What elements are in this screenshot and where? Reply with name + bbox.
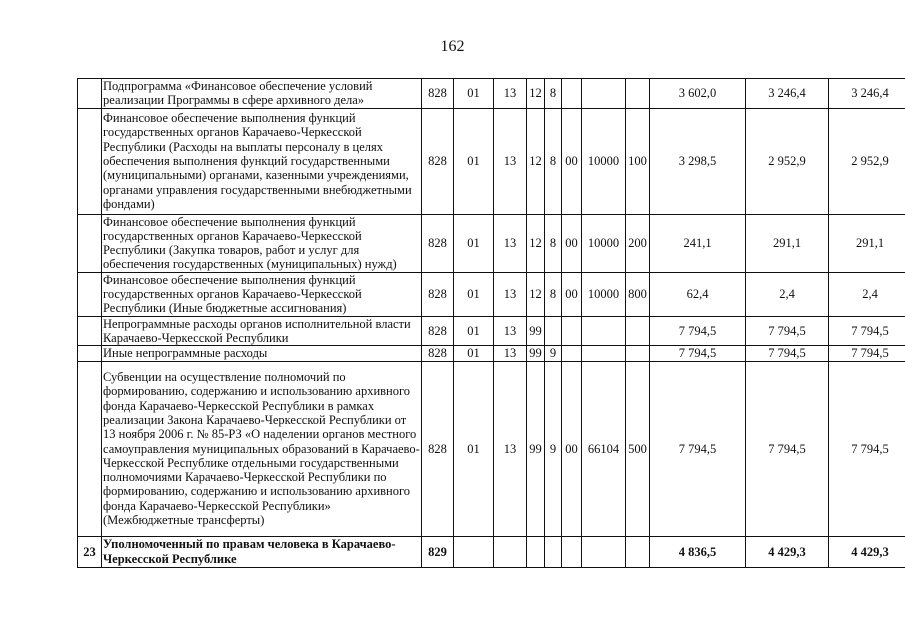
admin-code-cell: 829 bbox=[422, 536, 454, 567]
target-code-1-cell bbox=[527, 536, 545, 567]
target-code-3-cell: 00 bbox=[562, 272, 582, 316]
expense-type-cell: 100 bbox=[626, 108, 650, 214]
table-row bbox=[78, 536, 905, 567]
subsection-code-cell: 13 bbox=[494, 214, 527, 272]
expense-name-cell: Финансовое обеспечение выполнения функций государственных органов Карачаево-Черкесской Республики (Иные бюджетные ассигнования) bbox=[102, 272, 422, 316]
amount-year-1-cell: 7 794,5 bbox=[650, 361, 746, 536]
section-code-cell: 01 bbox=[454, 214, 494, 272]
expense-type-cell bbox=[626, 536, 650, 567]
amount-year-3-cell: 7 794,5 bbox=[829, 346, 905, 361]
target-code-1-cell: 12 bbox=[527, 108, 545, 214]
amount-year-3-cell: 2 952,9 bbox=[829, 108, 905, 214]
admin-code-cell: 828 bbox=[422, 108, 454, 214]
amount-year-2-cell: 7 794,5 bbox=[746, 361, 829, 536]
section-code-cell bbox=[454, 536, 494, 567]
target-code-4-cell bbox=[582, 316, 626, 346]
section-code-cell: 01 bbox=[454, 346, 494, 361]
target-code-4-cell: 66104 bbox=[582, 361, 626, 536]
admin-code-cell: 828 bbox=[422, 346, 454, 361]
section-code-cell: 01 bbox=[454, 316, 494, 346]
target-code-1-cell: 12 bbox=[527, 272, 545, 316]
page-number: 162 bbox=[440, 38, 465, 55]
target-code-4-cell bbox=[582, 79, 626, 109]
admin-code-cell: 828 bbox=[422, 79, 454, 109]
amount-year-3-cell: 3 246,4 bbox=[829, 79, 905, 109]
target-code-1-cell: 12 bbox=[527, 79, 545, 109]
target-code-3-cell: 00 bbox=[562, 361, 582, 536]
target-code-2-cell: 8 bbox=[545, 108, 562, 214]
row-number-cell bbox=[78, 214, 102, 272]
target-code-3-cell bbox=[562, 536, 582, 567]
expense-type-cell bbox=[626, 79, 650, 109]
amount-year-1-cell: 3 298,5 bbox=[650, 108, 746, 214]
target-code-2-cell: 8 bbox=[545, 272, 562, 316]
target-code-3-cell bbox=[562, 79, 582, 109]
amount-year-1-cell: 7 794,5 bbox=[650, 316, 746, 346]
subsection-code-cell: 13 bbox=[494, 108, 527, 214]
row-number-cell bbox=[78, 108, 102, 214]
table-row bbox=[78, 272, 905, 316]
row-number-cell: 23 bbox=[78, 536, 102, 567]
row-number-cell bbox=[78, 346, 102, 361]
target-code-4-cell: 10000 bbox=[582, 214, 626, 272]
target-code-1-cell: 12 bbox=[527, 214, 545, 272]
expense-type-cell: 500 bbox=[626, 361, 650, 536]
amount-year-1-cell: 62,4 bbox=[650, 272, 746, 316]
target-code-2-cell: 8 bbox=[545, 214, 562, 272]
subsection-code-cell bbox=[494, 536, 527, 567]
amount-year-2-cell: 7 794,5 bbox=[746, 346, 829, 361]
section-code-cell: 01 bbox=[454, 79, 494, 109]
amount-year-1-cell: 4 836,5 bbox=[650, 536, 746, 567]
table-row bbox=[78, 361, 905, 536]
expense-name-cell: Подпрограмма «Финансовое обеспечение условий реализации Программы в сфере архивного дела» bbox=[102, 79, 422, 109]
target-code-4-cell bbox=[582, 536, 626, 567]
budget-table bbox=[77, 78, 905, 568]
amount-year-3-cell: 7 794,5 bbox=[829, 316, 905, 346]
expense-name-cell: Финансовое обеспечение выполнения функций государственных органов Карачаево-Черкесской Республики (Закупка товаров, работ и услуг для обеспечения государственных (муниципальных) нужд) bbox=[102, 214, 422, 272]
target-code-2-cell bbox=[545, 316, 562, 346]
amount-year-3-cell: 4 429,3 bbox=[829, 536, 905, 567]
admin-code-cell: 828 bbox=[422, 272, 454, 316]
amount-year-2-cell: 2 952,9 bbox=[746, 108, 829, 214]
subsection-code-cell: 13 bbox=[494, 316, 527, 346]
table-row bbox=[78, 79, 905, 109]
expense-name-cell: Финансовое обеспечение выполнения функций государственных органов Карачаево-Черкесской Республики (Расходы на выплаты персоналу в целях обеспечения выполнения функций государственными (муниципальными) органами, казенными учреждениями, органами управления государственными внебюджетными фондами) bbox=[102, 108, 422, 214]
amount-year-3-cell: 2,4 bbox=[829, 272, 905, 316]
target-code-1-cell: 99 bbox=[527, 361, 545, 536]
subsection-code-cell: 13 bbox=[494, 79, 527, 109]
target-code-1-cell: 99 bbox=[527, 346, 545, 361]
subsection-code-cell: 13 bbox=[494, 361, 527, 536]
target-code-3-cell: 00 bbox=[562, 214, 582, 272]
target-code-4-cell: 10000 bbox=[582, 108, 626, 214]
expense-type-cell: 800 bbox=[626, 272, 650, 316]
row-number-cell bbox=[78, 272, 102, 316]
expense-type-cell bbox=[626, 316, 650, 346]
target-code-2-cell: 9 bbox=[545, 346, 562, 361]
expense-name-cell: Иные непрограммные расходы bbox=[102, 346, 422, 361]
amount-year-3-cell: 291,1 bbox=[829, 214, 905, 272]
expense-name-cell: Непрограммные расходы органов исполнительной власти Карачаево-Черкесской Республики bbox=[102, 316, 422, 346]
budget-table-body bbox=[78, 79, 905, 568]
target-code-4-cell: 10000 bbox=[582, 272, 626, 316]
target-code-3-cell: 00 bbox=[562, 108, 582, 214]
row-number-cell bbox=[78, 79, 102, 109]
amount-year-2-cell: 7 794,5 bbox=[746, 316, 829, 346]
target-code-1-cell: 99 bbox=[527, 316, 545, 346]
target-code-2-cell: 8 bbox=[545, 79, 562, 109]
section-code-cell: 01 bbox=[454, 272, 494, 316]
target-code-2-cell: 9 bbox=[545, 361, 562, 536]
subsection-code-cell: 13 bbox=[494, 346, 527, 361]
table-row bbox=[78, 316, 905, 346]
subsection-code-cell: 13 bbox=[494, 272, 527, 316]
row-number-cell bbox=[78, 316, 102, 346]
admin-code-cell: 828 bbox=[422, 316, 454, 346]
expense-name-cell: Субвенции на осуществление полномочий по формированию, содержанию и использованию архивного фонда Карачаево-Черкесской Республики в рамках реализации Закона Карачаево-Черкесской Республики от 13 ноября 2006 г. № 85-РЗ «О наделении органов местного самоуправления муниципальных образований в Карачаево-Черкесской Республике отдельными государственными полномочиями Карачаево-Черкесской Республики по формированию, содержанию и использованию архивного фонда Карачаево-Черкесской Республики» (Межбюджетные трансферты) bbox=[102, 361, 422, 536]
amount-year-1-cell: 7 794,5 bbox=[650, 346, 746, 361]
expense-type-cell bbox=[626, 346, 650, 361]
amount-year-2-cell: 3 246,4 bbox=[746, 79, 829, 109]
amount-year-2-cell: 2,4 bbox=[746, 272, 829, 316]
section-code-cell: 01 bbox=[454, 361, 494, 536]
amount-year-2-cell: 291,1 bbox=[746, 214, 829, 272]
amount-year-2-cell: 4 429,3 bbox=[746, 536, 829, 567]
amount-year-1-cell: 241,1 bbox=[650, 214, 746, 272]
row-number-cell bbox=[78, 361, 102, 536]
table-row bbox=[78, 346, 905, 361]
section-code-cell: 01 bbox=[454, 108, 494, 214]
target-code-3-cell bbox=[562, 316, 582, 346]
admin-code-cell: 828 bbox=[422, 361, 454, 536]
table-row bbox=[78, 108, 905, 214]
expense-type-cell: 200 bbox=[626, 214, 650, 272]
amount-year-3-cell: 7 794,5 bbox=[829, 361, 905, 536]
expense-name-cell: Уполномоченный по правам человека в Карачаево-Черкесской Республике bbox=[102, 536, 422, 567]
target-code-2-cell bbox=[545, 536, 562, 567]
admin-code-cell: 828 bbox=[422, 214, 454, 272]
amount-year-1-cell: 3 602,0 bbox=[650, 79, 746, 109]
target-code-3-cell bbox=[562, 346, 582, 361]
target-code-4-cell bbox=[582, 346, 626, 361]
table-row bbox=[78, 214, 905, 272]
